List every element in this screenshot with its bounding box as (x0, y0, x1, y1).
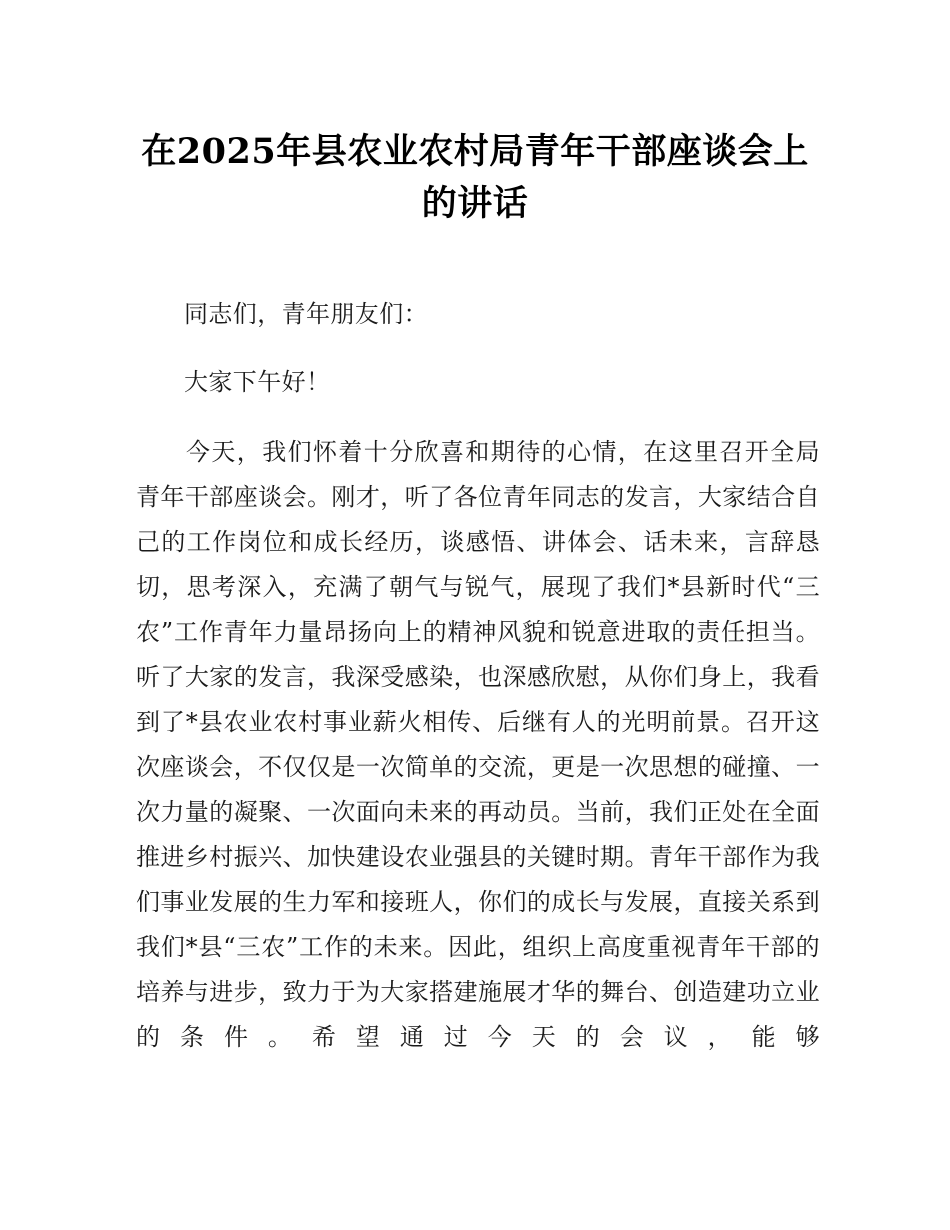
document-body (136, 292, 820, 1105)
salutation-line-2: 大家下午好！ (184, 368, 331, 396)
document-title: 在2025年县农业农村局青年干部座谈会上的讲话 (141, 131, 809, 225)
salutation-line-1: 同志们，青年朋友们： (184, 300, 428, 328)
body-paragraph-1: 今天，我们怀着十分欣喜和期待的心情，在这里召开全局青年干部座谈会。刚才，听了各位青年同志的发言，大家结合自己的工作岗位和成长经历，谈感悟、讲体会、话未来，言辞恳切，思考深入，充满了朝气与锐气，展现了我们*县新时代“三农”工作青年力量昂扬向上的精神风貌和锐意进取的责任担当。听了大家的发言，我深受感染，也深感欣慰，从你们身上，我看到了*县农业农村事业薪火相传、后继有人的光明前景。召开这次座谈会，不仅仅是一次简单的交流，更是一次思想的碰撞、一次力量的凝聚、一次面向未来的再动员。当前，我们正处在全面推进乡村振兴、加快建设农业强县的关键时期。青年干部作为我们事业发展的生力军和接班人，你们的成长与发展，直接关系到我们*县“三农”工作的未来。因此，组织上高度重视青年干部的培养与进步，致力于为大家搭建施展才华的舞台、创造建功立业的条件。希望通过今天的会议，能够 (136, 438, 820, 1051)
